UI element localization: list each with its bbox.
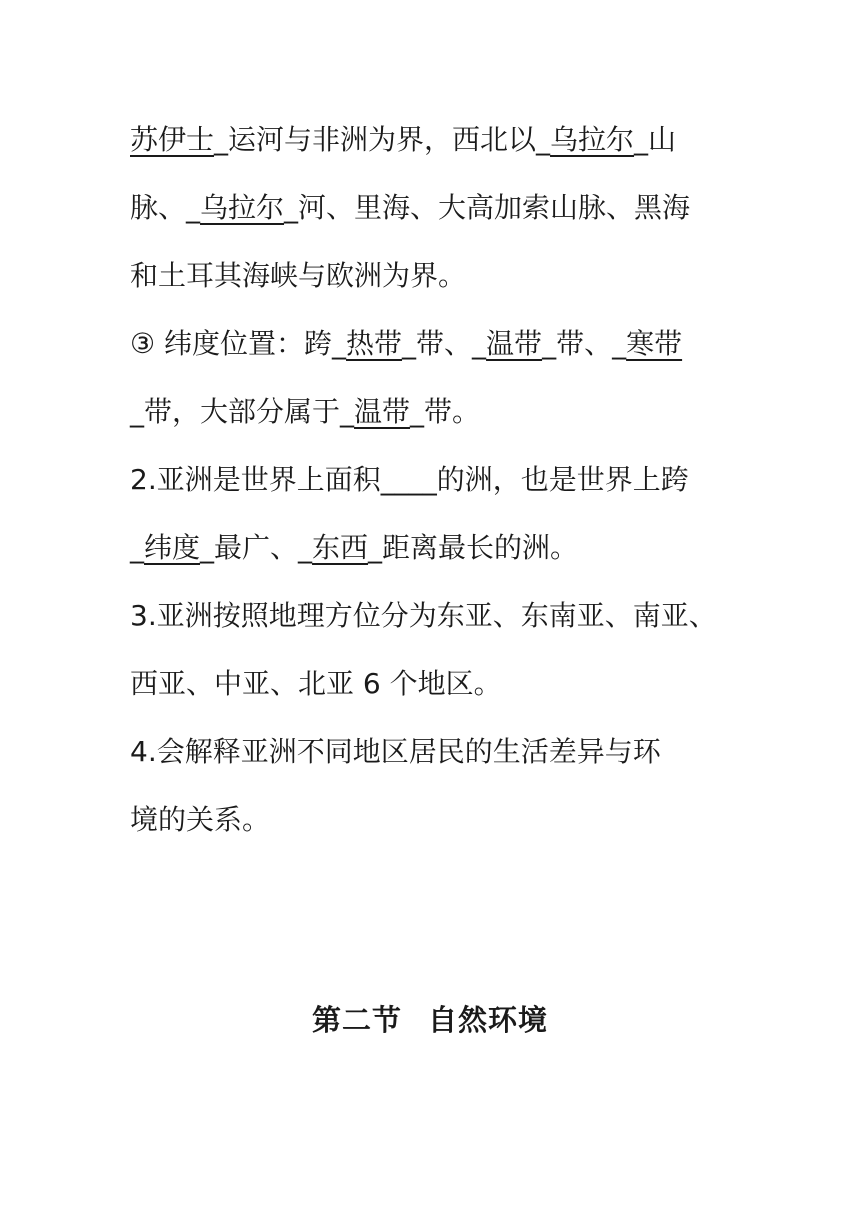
text-line-8 — [130, 582, 730, 650]
answer-ural-river: 乌拉尔 — [200, 191, 285, 224]
text-span: _带、_ — [542, 327, 627, 360]
text-line-9 — [130, 650, 730, 718]
answer-frigid: 寒带 — [626, 327, 683, 360]
answer-suez: 苏伊士 — [130, 123, 215, 156]
text-span: 和土耳其海峡与欧洲为界。 — [130, 259, 467, 292]
text-span: _运河与非洲为界，西北以_ — [214, 123, 551, 156]
text-span: _ — [130, 531, 144, 564]
text-span: 脉、_ — [130, 191, 201, 224]
text-line-6 — [130, 446, 730, 514]
text-line-1 — [130, 106, 730, 174]
answer-temperate: 温带 — [486, 327, 543, 360]
text-span: 2.亚洲是世界上面积____的洲，也是世界上跨 — [130, 463, 689, 496]
text-span: _带，大部分属于_ — [130, 395, 355, 428]
text-span: 境的关系。 — [130, 803, 271, 836]
answer-latitude: 纬度 — [144, 531, 201, 564]
text-span: ③ 纬度位置：跨_ — [130, 327, 347, 360]
text-line-5 — [130, 378, 730, 446]
text-span: 西亚、中亚、北亚 6 个地区。 — [130, 667, 502, 700]
text-line-7 — [130, 514, 730, 582]
document-body — [130, 106, 730, 854]
text-line-11 — [130, 786, 730, 854]
text-span: _河、里海、大高加索山脉、黑海 — [284, 191, 691, 224]
answer-tropical: 热带 — [346, 327, 403, 360]
text-span: _距离最长的洲。 — [368, 531, 579, 564]
answer-ural-mountains: 乌拉尔 — [550, 123, 635, 156]
text-line-10 — [130, 718, 730, 786]
text-span: _山 — [634, 123, 677, 156]
section-heading — [0, 992, 860, 1048]
text-span: _最广、_ — [200, 531, 313, 564]
text-line-4 — [130, 310, 730, 378]
answer-temperate-majority: 温带 — [354, 395, 411, 428]
text-span: _带、_ — [402, 327, 487, 360]
answer-east-west: 东西 — [312, 531, 369, 564]
section-title: 自然环境 — [428, 1003, 549, 1037]
text-line-2 — [130, 174, 730, 242]
text-span: 4.会解释亚洲不同地区居民的生活差异与环 — [130, 735, 661, 768]
text-span: _带。 — [410, 395, 481, 428]
section-number: 第二节 — [311, 1003, 402, 1037]
text-line-3 — [130, 242, 730, 310]
text-span: 3.亚洲按照地理方位分为东亚、东南亚、南亚、 — [130, 599, 717, 632]
